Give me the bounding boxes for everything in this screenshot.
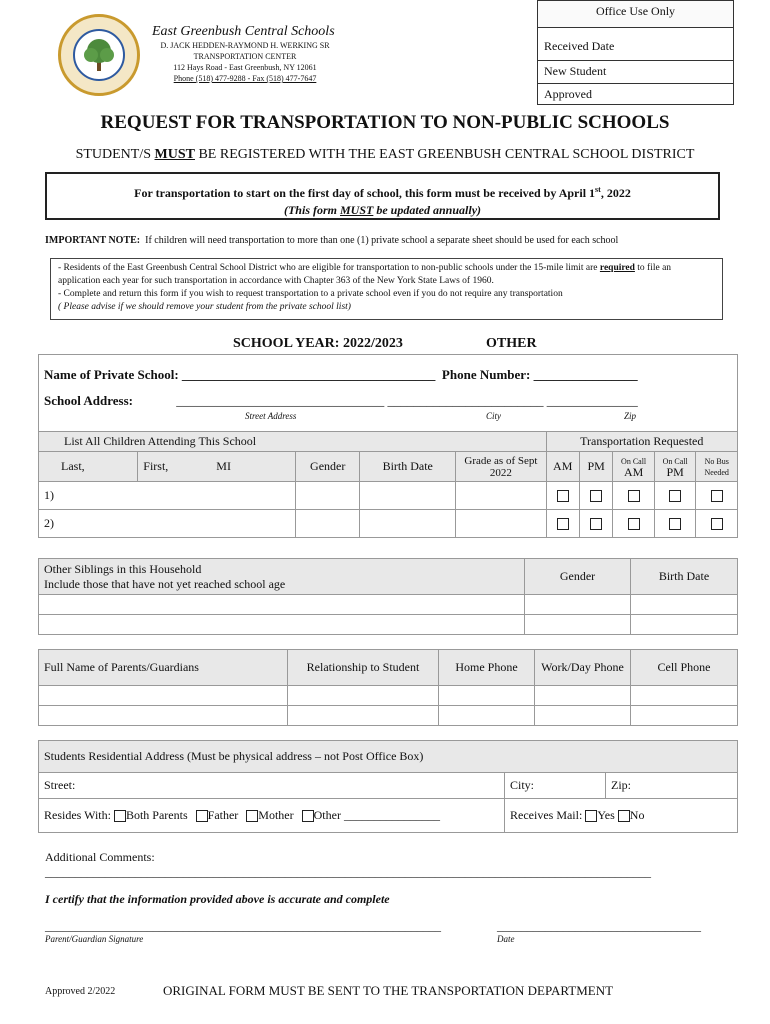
subtitle-emphasis: MUST — [154, 147, 195, 162]
comments-label: Additional Comments: — [45, 850, 155, 864]
district-name: East Greenbush Central Schools — [152, 24, 335, 39]
oncall-label: On Call — [662, 456, 688, 466]
deadline-text: For transportation to start on the first day of school, this form must be received by April 1 — [134, 186, 596, 200]
parent-work-cell[interactable] — [535, 686, 631, 706]
parent-row — [39, 686, 738, 706]
date-field[interactable]: __________________________________ — [497, 919, 701, 933]
info-text: to file an application each year for such transportation in accordance with Chapter 363 of the New York State Laws of 1960. — [58, 263, 672, 286]
form-title: REQUEST FOR TRANSPORTATION TO NON-PUBLIC SCHOOLS — [100, 112, 670, 133]
sibling-gender-cell[interactable] — [525, 595, 631, 615]
oncall-am-checkbox[interactable] — [628, 490, 640, 502]
nobus-checkbox[interactable] — [711, 490, 723, 502]
parent-home-cell[interactable] — [439, 686, 535, 706]
sibling-row — [39, 615, 738, 635]
parent-name-col: Full Name of Parents/Guardians — [39, 650, 288, 686]
child-gender-cell[interactable] — [296, 482, 360, 510]
zip-field[interactable]: Zip: — [606, 773, 738, 799]
sibling-birth-cell[interactable] — [631, 615, 738, 635]
header-line-4: Phone (518) 477-9288 - Fax (518) 477-7647 — [173, 74, 317, 83]
deadline-sup: st — [595, 185, 601, 194]
city-caption: City — [486, 411, 501, 421]
sibling-name-cell[interactable] — [39, 595, 525, 615]
city-field[interactable]: City: — [505, 773, 606, 799]
children-header: List All Children Attending This School — [39, 432, 547, 452]
note-label: IMPORTANT NOTE: — [45, 235, 141, 246]
work-phone-col: Work/Day Phone — [535, 650, 631, 686]
other-checkbox[interactable] — [302, 810, 314, 822]
sibling-name-cell[interactable] — [39, 615, 525, 635]
school-address-label: School Address: — [44, 393, 133, 408]
date-caption: Date — [497, 934, 515, 944]
mother-label: Mother — [258, 808, 294, 822]
parent-row — [39, 706, 738, 726]
no-label: No — [629, 808, 645, 822]
oncall-pm-col — [654, 452, 696, 482]
children-table — [38, 431, 738, 538]
am-checkbox[interactable] — [557, 490, 569, 502]
header-line-2: TRANSPORTATION CENTER — [193, 52, 297, 61]
zip-caption: Zip — [624, 411, 637, 421]
siblings-label-2: Include those that have not yet reached school age — [44, 576, 286, 591]
parent-home-cell[interactable] — [439, 706, 535, 726]
receives-mail-label: Receives Mail: — [510, 808, 583, 822]
new-student-field[interactable]: New Student — [538, 61, 733, 84]
annual-text: (This form — [283, 203, 340, 217]
child-grade-cell[interactable] — [456, 510, 546, 538]
school-address-field[interactable]: ________________________________ ________________________ ______________ — [176, 393, 638, 408]
oncall-am-checkbox[interactable] — [628, 518, 640, 530]
last-col: Last, — [39, 452, 138, 482]
residence-table — [38, 740, 738, 833]
deadline-line — [47, 181, 718, 202]
district-seal-logo — [58, 14, 140, 96]
grade-col: Grade as of Sept 2022 — [456, 452, 546, 482]
parent-rel-cell[interactable] — [288, 706, 439, 726]
child-birth-cell[interactable] — [360, 482, 456, 510]
sibling-birth-col: Birth Date — [631, 559, 738, 595]
street-caption: Street Address — [245, 411, 297, 421]
mother-checkbox[interactable] — [246, 810, 258, 822]
sibling-gender-col: Gender — [525, 559, 631, 595]
nobus-col: No Bus Needed — [696, 452, 738, 482]
birth-col: Birth Date — [360, 452, 456, 482]
approved-date: Approved 2/2022 — [45, 986, 116, 997]
oncall-label: On Call — [621, 456, 647, 466]
header-line-1: D. JACK HEDDEN-RAYMOND H. WERKING SR — [160, 41, 330, 50]
seal-tree-icon — [61, 17, 137, 93]
school-year: SCHOOL YEAR: 2022/2023 — [233, 336, 403, 351]
phone-number-field[interactable]: Phone Number: ________________ — [441, 367, 638, 382]
oncall-am-label: AM — [623, 464, 644, 479]
resides-label: Resides With: — [44, 808, 111, 822]
nobus-checkbox[interactable] — [711, 518, 723, 530]
note-text: If children will need transportation to more than one (1) private school a separate sheet should be used for each school — [145, 235, 619, 246]
cell-phone-col: Cell Phone — [631, 650, 738, 686]
sibling-gender-cell[interactable] — [525, 615, 631, 635]
siblings-label-1: Other Siblings in this Household — [44, 561, 202, 576]
other-resides-field[interactable]: Other ________________ — [313, 808, 440, 822]
parent-work-cell[interactable] — [535, 706, 631, 726]
gender-col: Gender — [296, 452, 360, 482]
resides-with-row — [39, 799, 505, 833]
annual-text: be updated annually) — [373, 203, 482, 217]
sibling-row — [39, 595, 738, 615]
mi-label: MI — [216, 459, 231, 473]
info-line-2: - Complete and return this form if you wish to request transportation to a private school even if you do not require any transportation — [58, 289, 563, 299]
child-name-cell[interactable]: 1) — [39, 482, 296, 510]
comments-field[interactable]: _____________________________________________________________________________________________________ — [45, 865, 651, 879]
child-birth-cell[interactable] — [360, 510, 456, 538]
certify-statement: I certify that the information provided above is accurate and complete — [45, 892, 390, 906]
office-use-title: Office Use Only — [538, 1, 733, 28]
signature-caption: Parent/Guardian Signature — [45, 934, 144, 944]
home-phone-col: Home Phone — [439, 650, 535, 686]
child-row — [39, 510, 738, 538]
received-date-field[interactable]: Received Date — [538, 28, 733, 61]
pm-checkbox[interactable] — [590, 518, 602, 530]
child-row — [39, 482, 738, 510]
siblings-header — [39, 559, 525, 595]
oncall-pm-label: PM — [666, 464, 684, 479]
form-subtitle — [0, 147, 770, 163]
mail-no-checkbox[interactable] — [618, 810, 630, 822]
signature-field[interactable]: __________________________________________________________________ — [45, 919, 441, 933]
important-note — [45, 235, 618, 246]
relationship-col: Relationship to Student — [288, 650, 439, 686]
school-info-cell — [39, 355, 738, 436]
am-col: AM — [546, 452, 579, 482]
info-box — [50, 258, 723, 320]
subtitle-part: STUDENT/S — [75, 147, 155, 162]
first-mi-col — [138, 452, 296, 482]
approved-field[interactable]: Approved — [544, 87, 592, 101]
first-label: First, — [143, 459, 169, 473]
sibling-birth-cell[interactable] — [631, 595, 738, 615]
header-line-3: 112 Hays Road - East Greenbush, NY 12061 — [173, 63, 317, 72]
info-line-3: ( Please advise if we should remove your student from the private school list) — [58, 302, 351, 312]
parent-name-cell[interactable] — [39, 686, 288, 706]
school-info-table — [38, 354, 738, 435]
other-label: OTHER — [486, 336, 537, 351]
street-field[interactable]: Street: — [39, 773, 505, 799]
info-emphasis: required — [599, 263, 635, 273]
parent-cell-cell[interactable] — [631, 706, 738, 726]
siblings-table — [38, 558, 738, 635]
pm-checkbox[interactable] — [590, 490, 602, 502]
child-grade-cell[interactable] — [456, 482, 546, 510]
residence-title: Students Residential Address (Must be physical address – not Post Office Box) — [39, 741, 738, 773]
father-checkbox[interactable] — [196, 810, 208, 822]
parent-rel-cell[interactable] — [288, 686, 439, 706]
deadline-year: , 2022 — [600, 186, 631, 200]
parent-name-cell[interactable] — [39, 706, 288, 726]
deadline-box — [45, 172, 720, 220]
child-gender-cell[interactable] — [296, 510, 360, 538]
both-parents-checkbox[interactable] — [114, 810, 126, 822]
footer-instruction: ORIGINAL FORM MUST BE SENT TO THE TRANSPORTATION DEPARTMENT — [163, 983, 614, 998]
oncall-pm-checkbox[interactable] — [669, 490, 681, 502]
pm-col: PM — [579, 452, 612, 482]
oncall-pm-checkbox[interactable] — [669, 518, 681, 530]
yes-label: Yes — [597, 808, 615, 822]
transport-header: Transportation Requested — [546, 432, 738, 452]
info-line-1 — [58, 262, 715, 288]
office-use-box — [537, 0, 734, 105]
annual-line — [47, 202, 718, 219]
both-parents-label: Both Parents — [125, 808, 188, 822]
oncall-am-col — [613, 452, 655, 482]
am-checkbox[interactable] — [557, 518, 569, 530]
child-name-cell[interactable]: 2) — [39, 510, 296, 538]
private-school-name-field[interactable]: Name of Private School: _______________________________________ — [44, 367, 436, 382]
address-row — [44, 393, 732, 409]
receives-mail-row — [505, 799, 738, 833]
parents-table — [38, 649, 738, 726]
subtitle-part: BE REGISTERED WITH THE EAST GREENBUSH CENTRAL SCHOOL DISTRICT — [194, 147, 695, 162]
parent-cell-cell[interactable] — [631, 686, 738, 706]
father-label: Father — [207, 808, 239, 822]
info-text: - Residents of the East Greenbush Central School District who are eligible for transportation to non-public schools under the 15-mile limit are — [58, 263, 598, 273]
annual-emphasis: MUST — [340, 203, 374, 217]
mail-yes-checkbox[interactable] — [585, 810, 597, 822]
